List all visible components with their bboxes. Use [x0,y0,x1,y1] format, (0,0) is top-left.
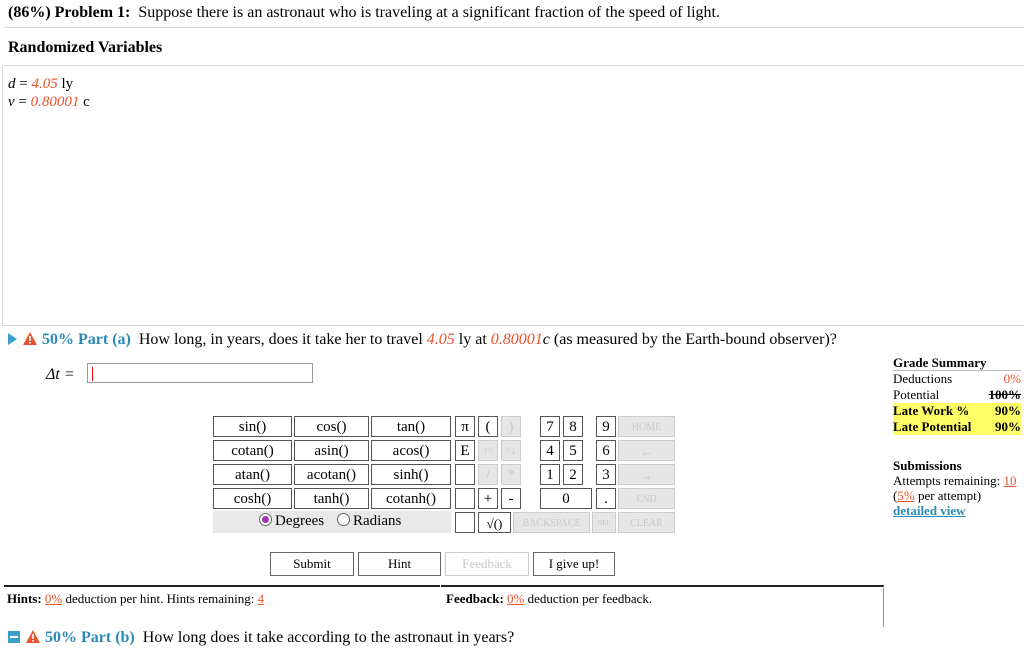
subscript-button[interactable]: ^↓ [501,440,521,461]
give-up-button[interactable]: I give up! [533,552,615,576]
problem-label: Problem 1: [54,4,131,21]
sqrt-button[interactable]: √() [478,512,511,533]
warning-icon [23,332,37,345]
pi-button[interactable]: π [455,416,475,437]
blank-key [455,488,475,509]
delete-button[interactable]: DEL [592,512,616,533]
left-paren-button[interactable]: ( [478,416,498,437]
radians-option[interactable]: Radians [337,513,401,530]
part-a-question: 50% Part (a) How long, in years, does it take her to travel 4.05 ly at 0.80001c (as measured by the Earth-bound observer)? [8,331,837,349]
part-b-text: How long does it take according to the astronaut in years? [142,629,515,646]
digit-6-button[interactable]: 6 [596,440,616,461]
problem-percent: (86%) [8,4,51,21]
clear-button[interactable]: CLEAR [618,512,675,533]
hints-remaining: 4 [257,591,265,606]
digit-8-button[interactable]: 8 [563,416,583,437]
late-work-row: Late Work % 90% [893,403,1021,418]
digit-5-button[interactable]: 5 [563,440,583,461]
randomized-variables-heading: Randomized Variables [8,39,163,56]
frame-line [2,65,3,325]
grade-summary [893,355,1021,518]
radio-unselected-icon[interactable] [337,513,350,526]
minus-button[interactable]: - [501,488,521,509]
acotan-button[interactable]: acotan() [294,464,369,485]
atan-button[interactable]: atan() [213,464,292,485]
divider [4,27,1024,28]
superscript-button[interactable]: ↑^ [478,440,498,461]
variable-v: v = 0.80001 c [8,94,90,110]
cotan-button[interactable]: cotan() [213,440,292,461]
acos-button[interactable]: acos() [371,440,451,461]
backspace-button[interactable]: BACKSPACE [513,512,590,533]
sin-button[interactable]: sin() [213,416,292,437]
d-value: 4.05 [31,76,58,92]
plus-button[interactable]: + [478,488,498,509]
digit-1-button[interactable]: 1 [540,464,560,485]
submit-button[interactable]: Submit [270,552,354,576]
late-potential-row: Late Potential 90% [893,419,1021,434]
cotanh-button[interactable]: cotanh() [371,488,451,509]
tan-button[interactable]: tan() [371,416,451,437]
feedback-panel: Feedback: 0% deduction per feedback. [441,585,884,627]
attempts-remaining: Attempts remaining: 10 [893,473,1017,488]
per-attempt-penalty: (5% per attempt) [893,488,982,503]
hint-deduction-pct: 0% [44,591,63,606]
blank-key [455,512,475,533]
part-b-percent: 50% [45,629,77,646]
radio-selected-icon[interactable] [259,513,272,526]
cursor-right-button[interactable]: → [618,464,675,485]
home-button[interactable]: HOME [618,416,675,437]
tanh-button[interactable]: tanh() [294,488,369,509]
angle-mode-row [213,511,451,533]
end-button[interactable]: END [618,488,675,509]
problem-text: Suppose there is an astronaut who is traveling at a significant fraction of the speed of light. [138,4,720,21]
degrees-option[interactable]: Degrees [259,513,324,530]
divide-button[interactable]: / [478,464,498,485]
cursor-left-button[interactable]: ← [618,440,675,461]
exponent-button[interactable]: E [455,440,475,461]
answer-input[interactable] [87,363,313,383]
asin-button[interactable]: asin() [294,440,369,461]
part-a-percent: 50% [42,331,74,348]
digit-2-button[interactable]: 2 [563,464,583,485]
multiply-button[interactable]: * [501,464,521,485]
potential-row: Potential 100% [893,387,1021,402]
part-a-label: Part (a) [78,331,131,348]
cos-button[interactable]: cos() [294,416,369,437]
expand-triangle-icon[interactable] [8,333,17,345]
hint-button[interactable]: Hint [358,552,441,576]
feedback-button[interactable]: Feedback [445,552,529,576]
text-cursor [92,367,93,381]
feedback-deduction-pct: 0% [507,591,525,606]
hints-panel: Hints: 0% deduction per hint. Hints remaining: 4 [4,585,440,627]
digit-0-button[interactable]: 0 [540,488,592,509]
decimal-button[interactable]: . [596,488,616,509]
digit-3-button[interactable]: 3 [596,464,616,485]
grade-summary-title: Grade Summary [893,355,1021,371]
deductions-row: Deductions 0% [893,371,1021,386]
warning-icon [26,630,40,643]
part-b-question [8,629,514,647]
v-value: 0.80001 [30,94,80,110]
divider [2,325,1024,326]
collapse-minus-icon[interactable] [8,631,20,643]
digit-7-button[interactable]: 7 [540,416,560,437]
problem-title [8,4,720,22]
right-paren-button[interactable]: ) [501,416,521,437]
part-b-label: Part (b) [81,629,135,646]
answer-label: Δt = [46,366,75,383]
divider [4,65,1024,66]
digit-9-button[interactable]: 9 [596,416,616,437]
detailed-view-link[interactable]: detailed view [893,503,966,518]
digit-4-button[interactable]: 4 [540,440,560,461]
submissions-title: Submissions [893,458,962,473]
cosh-button[interactable]: cosh() [213,488,292,509]
sinh-button[interactable]: sinh() [371,464,451,485]
variable-d: d = 4.05 ly [8,76,74,92]
blank-key [455,464,475,485]
